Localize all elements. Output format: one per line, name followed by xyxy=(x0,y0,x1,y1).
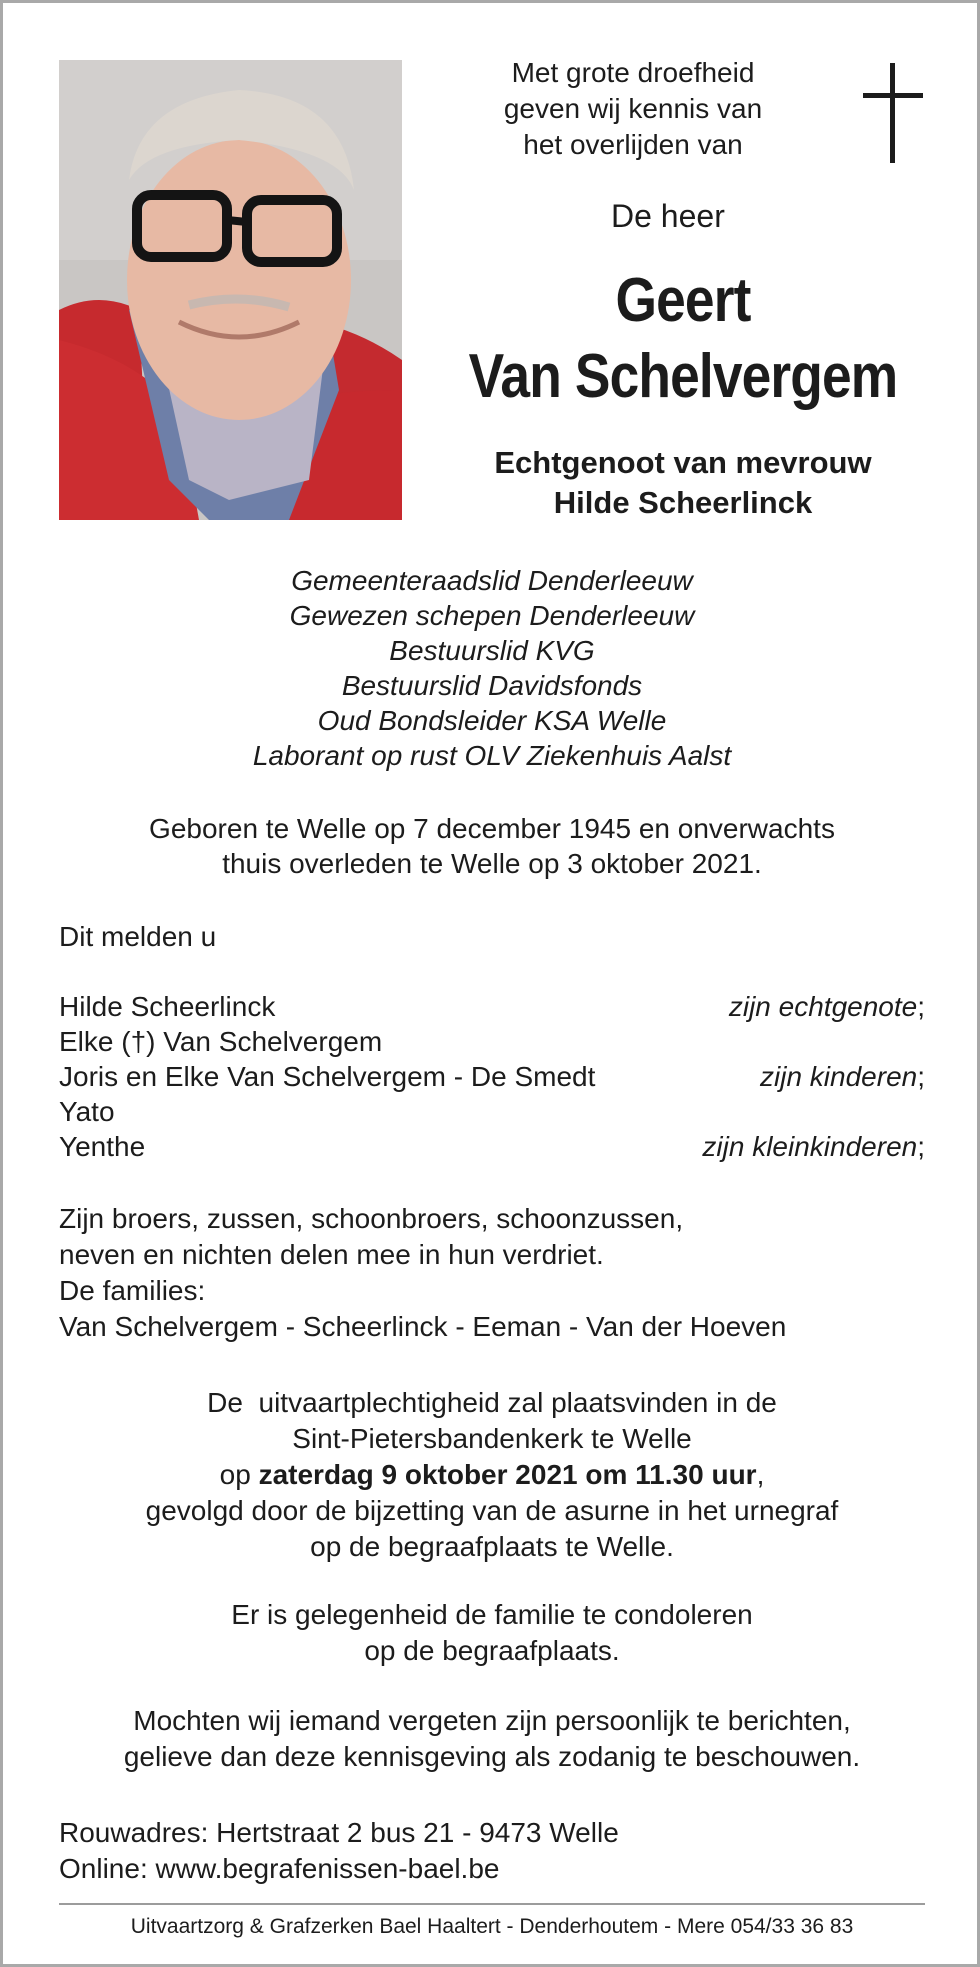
notice-line: gelieve dan deze kennisgeving als zodanig te beschouwen. xyxy=(123,1741,861,1772)
family-name: Joris en Elke Van Schelvergem - De Smedt xyxy=(59,1061,596,1092)
ceremony-line: Sint-Pietersbandenkerk te Welle xyxy=(292,1423,692,1454)
family-row xyxy=(59,1024,925,1059)
relatives-line: Van Schelvergem - Scheerlinck - Eeman - Van der Hoeven xyxy=(59,1311,787,1342)
family-name: Elke (†) Van Schelvergem xyxy=(59,1026,383,1057)
cross-icon xyxy=(863,63,923,163)
family-row xyxy=(59,1059,925,1094)
family-row xyxy=(59,989,925,1024)
ceremony-line: op de begraafplaats te Welle. xyxy=(310,1531,674,1562)
intro-text xyxy=(433,55,833,163)
family-relation: zijn echtgenote; xyxy=(728,991,925,1022)
role-item: Oud Bondsleider KSA Welle xyxy=(317,705,667,736)
first-name: Geert xyxy=(615,266,751,335)
footer-divider xyxy=(59,1903,925,1905)
role-item: Laborant op rust OLV Ziekenhuis Aalst xyxy=(252,740,732,771)
footer-funeral-home: Uitvaartzorg & Grafzerken Bael Haaltert - Denderhoutem - Mere 054/33 36 83 xyxy=(130,1915,854,1938)
role-item: Gemeenteraadslid Denderleeuw xyxy=(291,565,693,596)
last-name: Van Schelvergem xyxy=(468,342,898,411)
role-item: Gewezen schepen Denderleeuw xyxy=(289,600,695,631)
notice-text xyxy=(59,1703,925,1775)
intro-line: het overlijden van xyxy=(523,129,743,160)
ceremony-info xyxy=(59,1385,925,1565)
family-name: Hilde Scheerlinck xyxy=(59,991,276,1022)
family-name: Yato xyxy=(59,1096,115,1127)
family-relation: zijn kinderen; xyxy=(760,1061,925,1092)
roles-list xyxy=(59,563,925,773)
condole-line: Er is gelegenheid de familie te condoleren xyxy=(231,1599,753,1630)
ceremony-date-bold: zaterdag 9 oktober 2021 om 11.30 uur xyxy=(258,1459,757,1490)
online-link[interactable]: Online: www.begrafenissen-bael.be xyxy=(59,1853,500,1884)
birth-death-info xyxy=(59,811,925,881)
spouse-line: Echtgenoot van mevrouw xyxy=(494,445,872,480)
intro-line: Met grote droefheid xyxy=(511,57,755,88)
intro-line: geven wij kennis van xyxy=(503,93,763,124)
salutation-text: De heer xyxy=(611,198,725,234)
address-block xyxy=(59,1815,925,1887)
condole-line: op de begraafplaats. xyxy=(364,1635,620,1666)
ceremony-datetime: op zaterdag 9 oktober 2021 om 11.30 uur, xyxy=(219,1459,765,1490)
birth-line: thuis overleden te Welle op 3 oktober 2021. xyxy=(222,848,762,879)
condolence-info xyxy=(59,1597,925,1669)
birth-line: Geboren te Welle op 7 december 1945 en onverwachts xyxy=(149,813,835,844)
mourning-address: Rouwadres: Hertstraat 2 bus 21 - 9473 Welle xyxy=(59,1817,619,1848)
role-item: Bestuurslid KVG xyxy=(389,635,595,666)
notice-line: Mochten wij iemand vergeten zijn persoonlijk te berichten, xyxy=(133,1705,851,1736)
deceased-name xyxy=(423,263,943,415)
spouse-line: Hilde Scheerlinck xyxy=(553,485,813,520)
role-item: Bestuurslid Davidsfonds xyxy=(341,670,643,701)
relatives-line: Zijn broers, zussen, schoonbroers, schoonzussen, xyxy=(59,1203,684,1234)
salutation xyxy=(433,198,913,235)
relatives-line: neven en nichten delen mee in hun verdriet. xyxy=(59,1239,604,1270)
ceremony-line: De uitvaartplechtigheid zal plaatsvinden in de xyxy=(207,1387,777,1418)
family-relation: zijn kleinkinderen; xyxy=(702,1131,925,1162)
family-row xyxy=(59,1129,925,1164)
announce-text: Dit melden u xyxy=(59,921,217,952)
family-list xyxy=(59,989,925,1164)
family-row xyxy=(59,1094,925,1129)
spouse-info xyxy=(423,443,943,523)
ceremony-line: gevolgd door de bijzetting van de asurne in het urnegraf xyxy=(145,1495,839,1526)
family-name: Yenthe xyxy=(59,1131,146,1162)
relatives-text xyxy=(59,1201,925,1345)
relatives-line: De families: xyxy=(59,1275,206,1306)
portrait-photo xyxy=(59,60,402,520)
